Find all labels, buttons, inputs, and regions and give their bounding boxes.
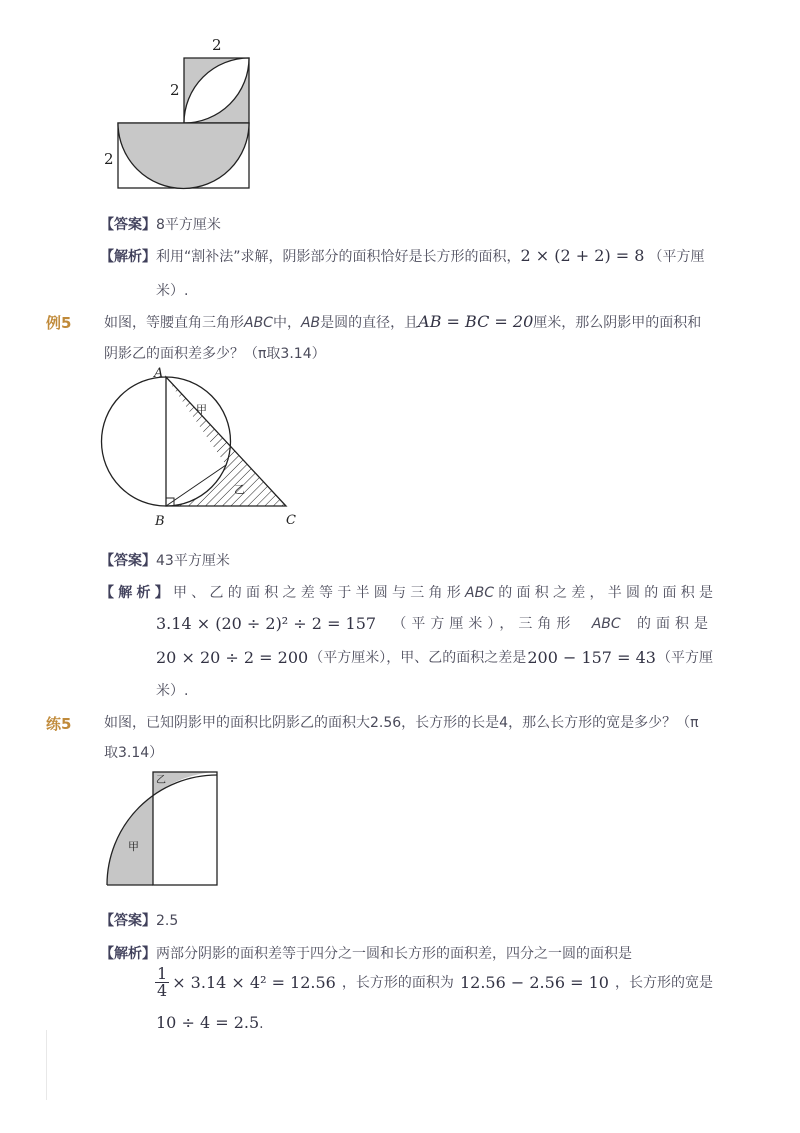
a2-math1: × 3.14 × 4² = 12.56: [172, 972, 336, 992]
q-text-d: 厘米，那么阴影甲的面积和: [533, 315, 702, 331]
a1-text-a: 甲、乙的面积之差等于半圆与三角形: [173, 585, 466, 601]
answer-row-1: [100, 215, 221, 235]
a2-abc: ABC: [591, 616, 621, 632]
answer-row-3: [100, 911, 178, 931]
answer-value: 43平方厘米: [156, 553, 230, 569]
example-5-label: 例5: [46, 314, 72, 332]
a1-text: 两部分阴影的面积差等于四分之一圆和长方形的面积差，四分之一圆的面积是: [156, 946, 632, 962]
a1-text-b: 的面积之差，半圆的面积是: [494, 585, 714, 601]
fig-label-yi: 乙: [234, 483, 245, 496]
answer-row-2: [100, 551, 230, 571]
a2-text-b: 的面积是: [637, 616, 713, 632]
fig-label-yi: 乙: [156, 775, 166, 786]
a3-math: 10 ÷ 4 = 2.5: [156, 1013, 260, 1032]
left-margin-rule: [46, 1030, 47, 1100]
analysis-text: 利用“割补法”求解，阴影部分的面积恰好是长方形的面积，: [156, 249, 521, 265]
frac-num: 1: [157, 964, 168, 983]
fig-label-B: B: [155, 514, 165, 529]
analysis-2-line4: 米）.: [156, 683, 189, 699]
answer-label: 【答案】: [100, 217, 156, 233]
fig1-mid-label: 2: [170, 81, 180, 99]
answer-value: 8平方厘米: [156, 217, 221, 233]
practice-5-question-line2: 取3.14）: [104, 745, 164, 761]
example-5-question-line1: [104, 312, 701, 333]
figure-practice-5: [100, 765, 225, 890]
frac-den: 4: [157, 981, 168, 1000]
q-abc: ABC: [244, 315, 273, 331]
fig-label-A: A: [154, 366, 164, 381]
a3-text-a: （平方厘米），甲、乙的面积之差是: [309, 650, 527, 666]
a2-text-a: ，长方形的面积为: [341, 974, 454, 991]
a3-unit: （平方厘: [657, 650, 713, 666]
answer-label: 【答案】: [100, 913, 156, 929]
analysis-label: 【解析】: [100, 585, 174, 601]
fig1-top-label: 2: [212, 36, 222, 54]
analysis-label: 【解析】: [100, 249, 156, 265]
analysis-3-line3: [156, 1013, 264, 1034]
analysis-3-line2: [152, 966, 713, 999]
a2-math2: 12.56 − 2.56 = 10: [459, 972, 609, 992]
fig-label-C: C: [286, 513, 296, 528]
a3-math2: 200 − 157 = 43: [527, 648, 656, 667]
fig-label-jia: 甲: [196, 403, 207, 416]
practice-5-label: 练5: [46, 715, 72, 733]
fig1-left-label: 2: [104, 150, 114, 168]
analysis-3-line1: [100, 944, 632, 964]
analysis-row-1: [100, 246, 704, 267]
q-text-b: 中，: [272, 315, 301, 331]
a3-end: .: [259, 1016, 264, 1032]
q-ab: AB: [300, 315, 321, 331]
figure-1-shaded-semicircles: [95, 30, 265, 195]
analysis-2-line2: [156, 614, 713, 634]
q-math: AB = BC = 20: [418, 312, 534, 331]
figure-example-5: [100, 365, 305, 530]
a2-text-b: ，长方形的宽是: [615, 974, 713, 991]
q-text-c: 是圆的直径，且: [320, 315, 419, 331]
fig-label-jia: 甲: [128, 840, 139, 853]
example-5-question-line2: 阴影乙的面积差多少？（π取3.14）: [104, 346, 326, 362]
a2-math: 3.14 × (20 ÷ 2)² ÷ 2 = 157: [156, 614, 377, 633]
analysis-math: 2 × (2 + 2) = 8: [520, 246, 645, 265]
analysis-row-1-cont: 米）.: [156, 283, 189, 299]
fraction-one-quarter: [155, 966, 169, 999]
a2-text-a: （平方厘米），三角形: [392, 616, 576, 632]
analysis-unit: （平方厘: [648, 249, 705, 265]
a3-math1: 20 × 20 ÷ 2 = 200: [156, 648, 309, 667]
analysis-2-line3: [156, 648, 713, 668]
a1-abc: ABC: [465, 585, 494, 601]
q-text-a: 如图，等腰直角三角形: [104, 315, 244, 331]
analysis-2-line1: [100, 583, 713, 603]
answer-value: 2.5: [156, 913, 179, 929]
answer-label: 【答案】: [100, 553, 156, 569]
practice-5-question-line1: 如图，已知阴影甲的面积比阴影乙的面积大2.56，长方形的长是4，那么长方形的宽是多少？（π: [104, 715, 699, 731]
analysis-label: 【解析】: [100, 946, 156, 962]
